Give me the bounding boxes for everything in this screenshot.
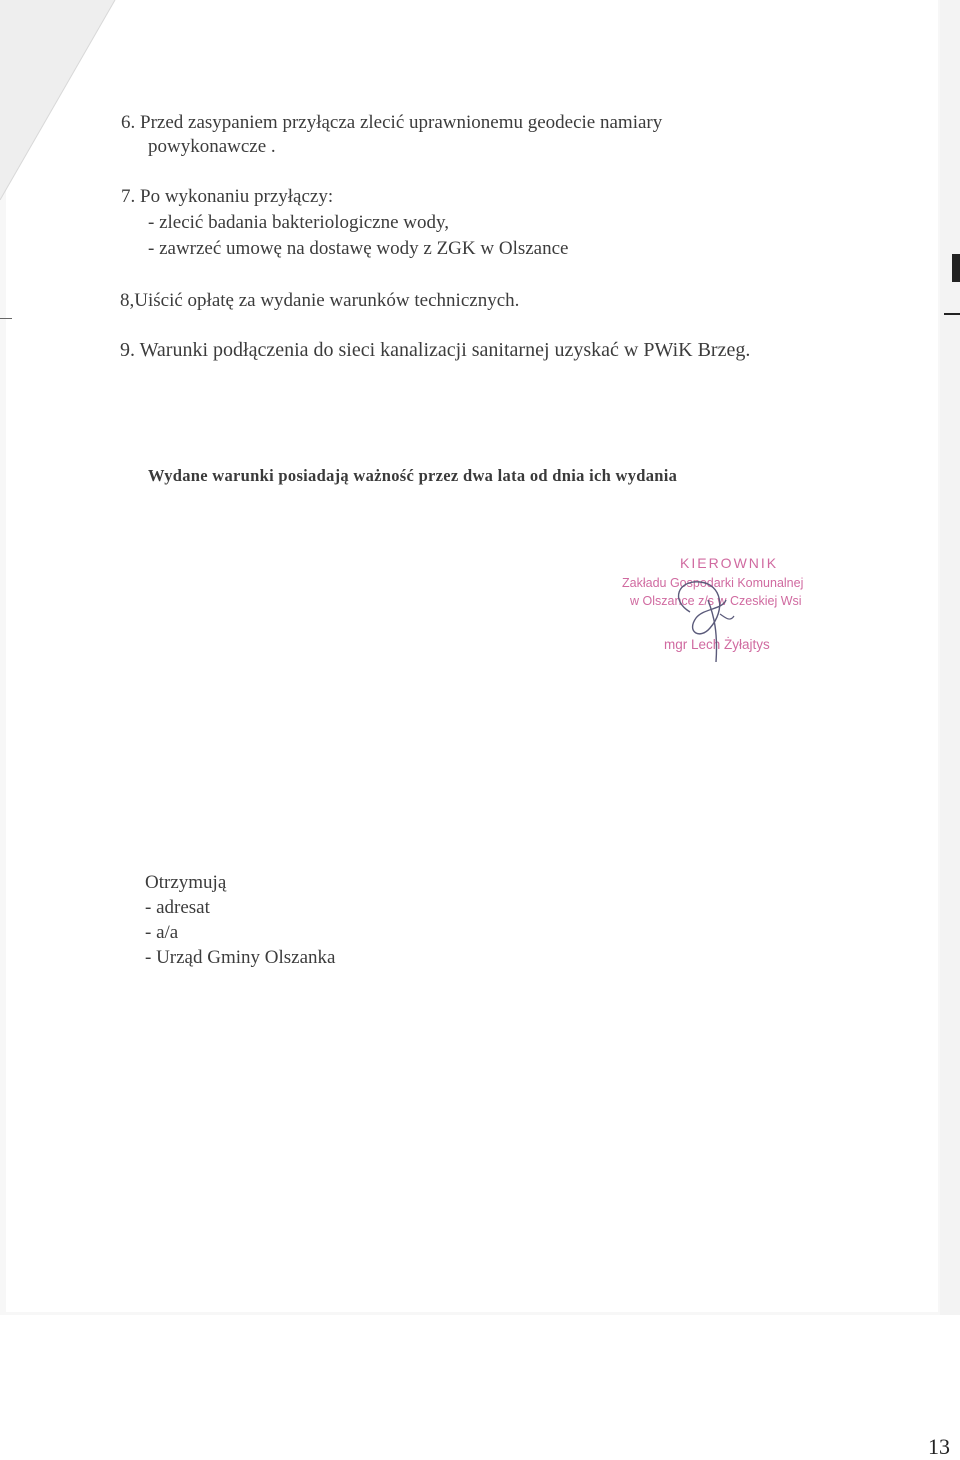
scan-edge-mark: [944, 313, 960, 315]
recipient-item: - Urząd Gminy Olszanka: [145, 947, 336, 968]
validity-note: Wydane warunki posiadają ważność przez dwa lata od dnia ich wydania: [148, 466, 678, 485]
item-7-bullet-1: - zlecić badania bakteriologiczne wody,: [148, 212, 450, 233]
scan-edge-mark: [952, 254, 960, 282]
item-6-line-1: 6. Przed zasypaniem przyłącza zlecić uprawnionemu geodecie namiary: [121, 112, 663, 133]
item-6-line-2: powykonawcze .: [148, 136, 276, 157]
recipients-title: Otrzymują: [145, 872, 227, 893]
item-9: 9. Warunki podłączenia do sieci kanalizacji sanitarnej uzyskać w PWiK Brzeg.: [120, 339, 751, 361]
item-7-heading: 7. Po wykonaniu przyłączy:: [121, 186, 334, 207]
stamp-line-2: w Olszance z/s w Czeskiej Wsi: [630, 594, 802, 608]
stamp-line-1: Zakładu Gospodarki Komunalnej: [622, 576, 804, 590]
stamp-heading: KIEROWNIK: [680, 555, 779, 571]
scan-edge-mark: [0, 318, 12, 319]
item-7-bullet-2: - zawrzeć umowę na dostawę wody z ZGK w Olszance: [148, 238, 569, 259]
item-8: 8,Uiścić opłatę za wydanie warunków technicznych.: [120, 290, 520, 311]
recipient-item: - adresat: [145, 897, 210, 918]
recipient-item: - a/a: [145, 922, 179, 943]
page-number: 13: [928, 1434, 950, 1459]
stamp-line-3: mgr Lech Żyłajtys: [664, 637, 770, 652]
scan-right-edge: [940, 0, 960, 1315]
official-stamp: [618, 555, 858, 665]
